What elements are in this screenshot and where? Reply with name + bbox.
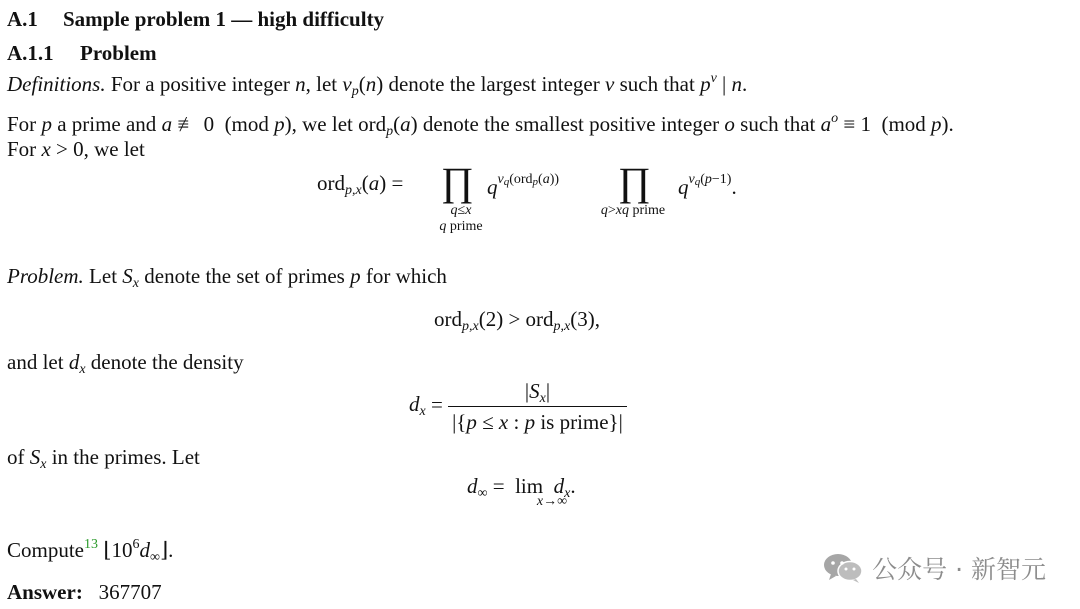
definitions-line-3: For x > 0, we let (7, 137, 145, 161)
subsection-number: A.1.1 (7, 41, 54, 65)
watermark-text: 公众号 · 新智元 (872, 555, 1046, 584)
text: such that (740, 112, 816, 136)
text: and let (7, 350, 64, 374)
text: , let (305, 72, 338, 96)
problem-line-1: Problem. Let $S_x$ denote the set of primes p for which (7, 264, 447, 291)
text: , we let (291, 112, 353, 136)
text: denote the largest integer (388, 72, 600, 96)
section-number: A.1 (7, 7, 38, 31)
text: Compute (7, 538, 84, 562)
answer-label: Answer: (7, 580, 83, 604)
text: of (7, 445, 25, 469)
text: For (7, 112, 37, 136)
text: in the primes. Let (51, 445, 200, 469)
watermark (822, 550, 1046, 590)
section-heading (7, 6, 384, 32)
text: such that (619, 72, 695, 96)
problem-line-2: and let $d_x$ denote the density (7, 350, 244, 377)
footnote-ref[interactable]: 13 (84, 537, 98, 552)
product-symbol: ∏ (618, 159, 651, 204)
text: for which (365, 264, 447, 288)
text: denote the set of primes (144, 264, 345, 288)
product-symbol: ∏ (441, 159, 474, 204)
text: a prime and (57, 112, 157, 136)
equation-inequality: ord$_{p,x}$(2) > ord$_{p,x}$(3), (434, 307, 601, 334)
text: , we let (83, 137, 145, 161)
text: denote the smallest positive integer (422, 112, 720, 136)
section-title: Sample problem 1 — high difficulty (63, 7, 385, 31)
subsection-title: Problem (80, 41, 157, 65)
subsection-heading (7, 40, 157, 66)
problem-label: Problem. (7, 264, 84, 288)
compute-line: Compute$^{13}$ $⌊10^6d_\infty⌋$. (7, 537, 174, 565)
text: For (7, 137, 37, 161)
text: denote the density (90, 350, 244, 374)
text: For a positive integer (110, 72, 290, 96)
text: Let (89, 264, 118, 288)
problem-line-3: of $S_x$ in the primes. Let (7, 445, 200, 472)
answer-line (7, 579, 162, 605)
definitions-line-1: Definitions. For a positive integer n, let $v_p(n)$ denote the largest integer v such that $p^v$ | n. (7, 71, 748, 99)
definitions-line-2: For p a prime and a ≢ 0 (mod p), we let ord$_p$(a) denote the smallest positive integer o such that $a^o \equiv 1$ (mod p). (7, 111, 954, 139)
definitions-label: Definitions. (7, 72, 106, 96)
wechat-icon (822, 552, 864, 590)
answer-value: 367707 (98, 580, 162, 604)
equation-density: $d_x$ = $\frac{|S_x|}{\text{|\{p ≤ x : p is prime\}|}}$ (409, 378, 627, 435)
